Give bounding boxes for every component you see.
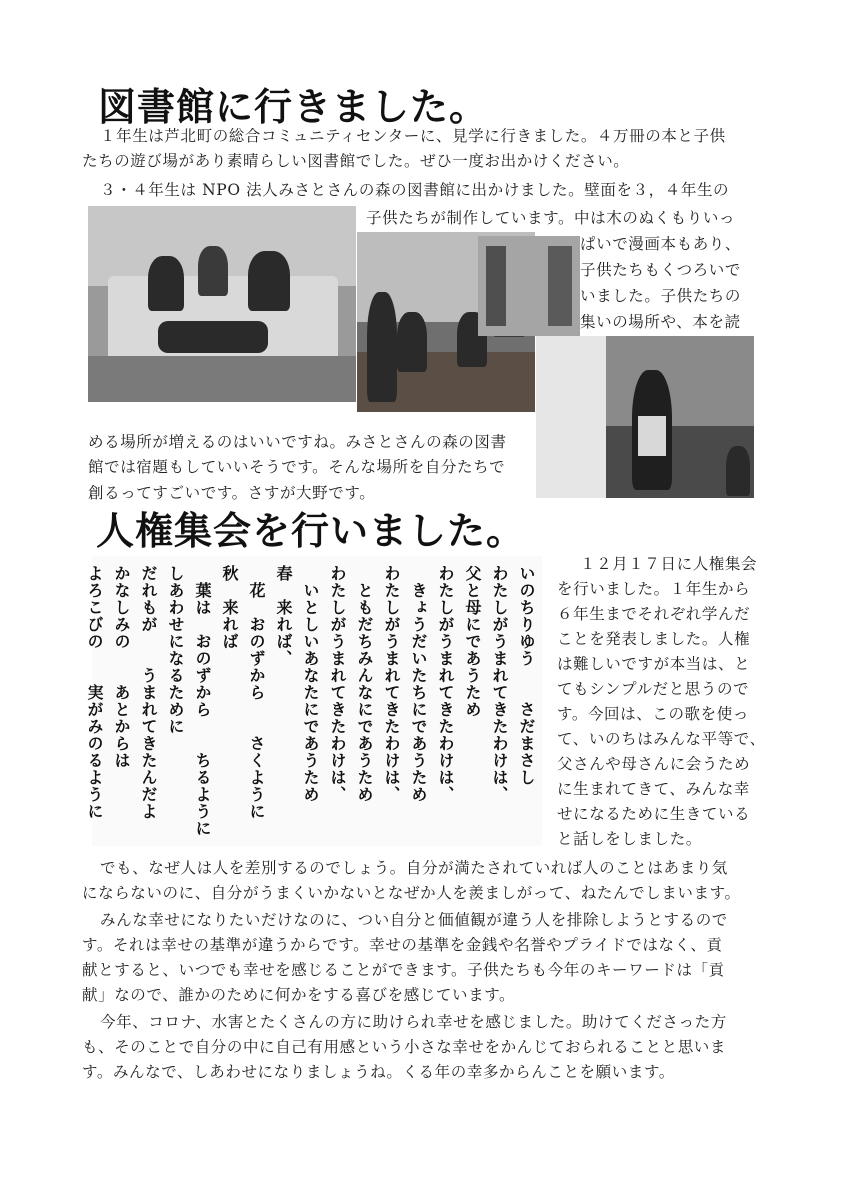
side-line: ことを発表しました。人権 xyxy=(557,630,751,648)
poem-line: わたしがうまれてきたわけは、 xyxy=(382,565,401,803)
para2-line5: いました。子供たちの xyxy=(580,287,742,305)
para1-line1: １年生は芦北町の総合コミュニティセンターに、見学に行きました。４万冊の本と子供 xyxy=(100,127,726,145)
body-line: にならないのに、自分がうまくいかないとなぜか人を羨ましがって、ねたんでしまいます。 xyxy=(82,884,741,902)
side-line: １２月１７日に人権集会 xyxy=(580,555,758,573)
body-line: 献」なので、誰かのために何かをする喜びを感じています。 xyxy=(82,986,516,1004)
poem-line: だれもが うまれてきたんだよ xyxy=(139,565,158,820)
poem-line: よろこびの 実がみのるように xyxy=(85,565,104,820)
body-line: も、そのことで自分の中に自己有用感という小さな幸せをかんじておられることと思いま xyxy=(82,1038,727,1056)
side-line: は難しいですが本当は、と xyxy=(557,655,751,673)
ball-pit-photo xyxy=(88,206,356,402)
para2-line6: 集いの場所や、本を読 xyxy=(580,313,741,331)
body-line: 献とすると、いつでも幸せを感じることができます。子供たちも今年のキーワードは「貢 xyxy=(82,961,725,979)
para2-line4: 子供たちもくつろいで xyxy=(580,261,742,279)
para2-line2: 子供たちが制作しています。中は木のぬくもりいっ xyxy=(366,209,736,227)
para2-line7: める場所が増えるのはいいですね。みさとさんの森の図書 xyxy=(88,433,507,451)
side-line: す。今回は、この歌を使っ xyxy=(557,705,749,723)
poem-line: しあわせになるために xyxy=(166,565,185,735)
library-section-title: 図書館に行きました。 xyxy=(98,85,489,129)
side-line: せになるために生きている xyxy=(557,805,751,823)
poem-line: 秋 来れば xyxy=(220,565,239,650)
side-line: を行いました。１年生から xyxy=(557,580,751,598)
body-line: 今年、コロナ、水害とたくさんの方に助けられ幸せを感じました。助けてくださった方 xyxy=(100,1013,727,1031)
side-line: ６年生までそれぞれ学んだ xyxy=(557,605,751,623)
poem-line: いとしいあなたにであうため xyxy=(301,565,320,803)
poem-line: 花 おのずから さくように xyxy=(247,565,266,820)
body-line: みんな幸せになりたいだけなのに、つい自分と価値観が違う人を排除しようとするので xyxy=(100,911,728,929)
poem-line: わたしがうまれてきたわけは、 xyxy=(328,565,347,803)
poem-line: 葉は おのずから ちるように xyxy=(193,565,212,837)
human-rights-section-title: 人権集会を行いました。 xyxy=(96,509,526,553)
poem-line: ともだちみんなにであうため xyxy=(355,565,374,803)
para1-line2: たちの遊び場があり素晴らしい図書館でした。ぜひ一度お出かけください。 xyxy=(82,152,630,170)
bookshelf-photo xyxy=(478,236,580,336)
para2-line3: ぱいで漫画本もあり、 xyxy=(580,235,742,253)
para2-line1: ３・４年生は NPO 法人みさとさんの森の図書館に出かけました。壁面を３，４年生の xyxy=(100,181,730,199)
body-line: す。みんなで、しあわせになりましょうね。くる年の幸多からんことを願います。 xyxy=(82,1063,675,1081)
poem-line: わたしがうまれてきたわけは、 xyxy=(436,565,455,803)
side-line: て、いのちはみんな平等で、 xyxy=(557,730,766,748)
poem-line: わたしがうまれてきたわけは、 xyxy=(490,565,509,803)
poem-line: いのちりゆう さだまさし xyxy=(517,565,536,786)
side-line: てもシンプルだと思うので xyxy=(557,680,750,698)
poem-line: きょうだいたちにであうため xyxy=(409,565,428,803)
poem-line: 父と母にであうため xyxy=(463,565,482,718)
mural-photo xyxy=(536,336,754,498)
side-line: と話しをしました。 xyxy=(557,830,702,848)
poem-inochi-riyuu xyxy=(85,565,540,845)
side-line: に生まれてきて、みんな幸 xyxy=(557,780,750,798)
body-line: でも、なぜ人は人を差別するのでしょう。自分が満たされていれば人のことはあまり気 xyxy=(100,859,728,877)
side-line: 父さんや母さんに会うため xyxy=(557,755,751,773)
body-line: す。それは幸せの基準が違うからです。幸せの基準を金銭や名誉やプライドではなく、貢 xyxy=(82,936,723,954)
para2-line9: 創るってすごいです。さすが大野です。 xyxy=(88,484,376,502)
poem-line: かなしみの あとからは xyxy=(112,565,131,769)
para2-line8: 館では宿題もしていいそうです。そんな場所を自分たちで xyxy=(88,458,506,476)
poem-line: 春 来れば、 xyxy=(274,565,293,667)
